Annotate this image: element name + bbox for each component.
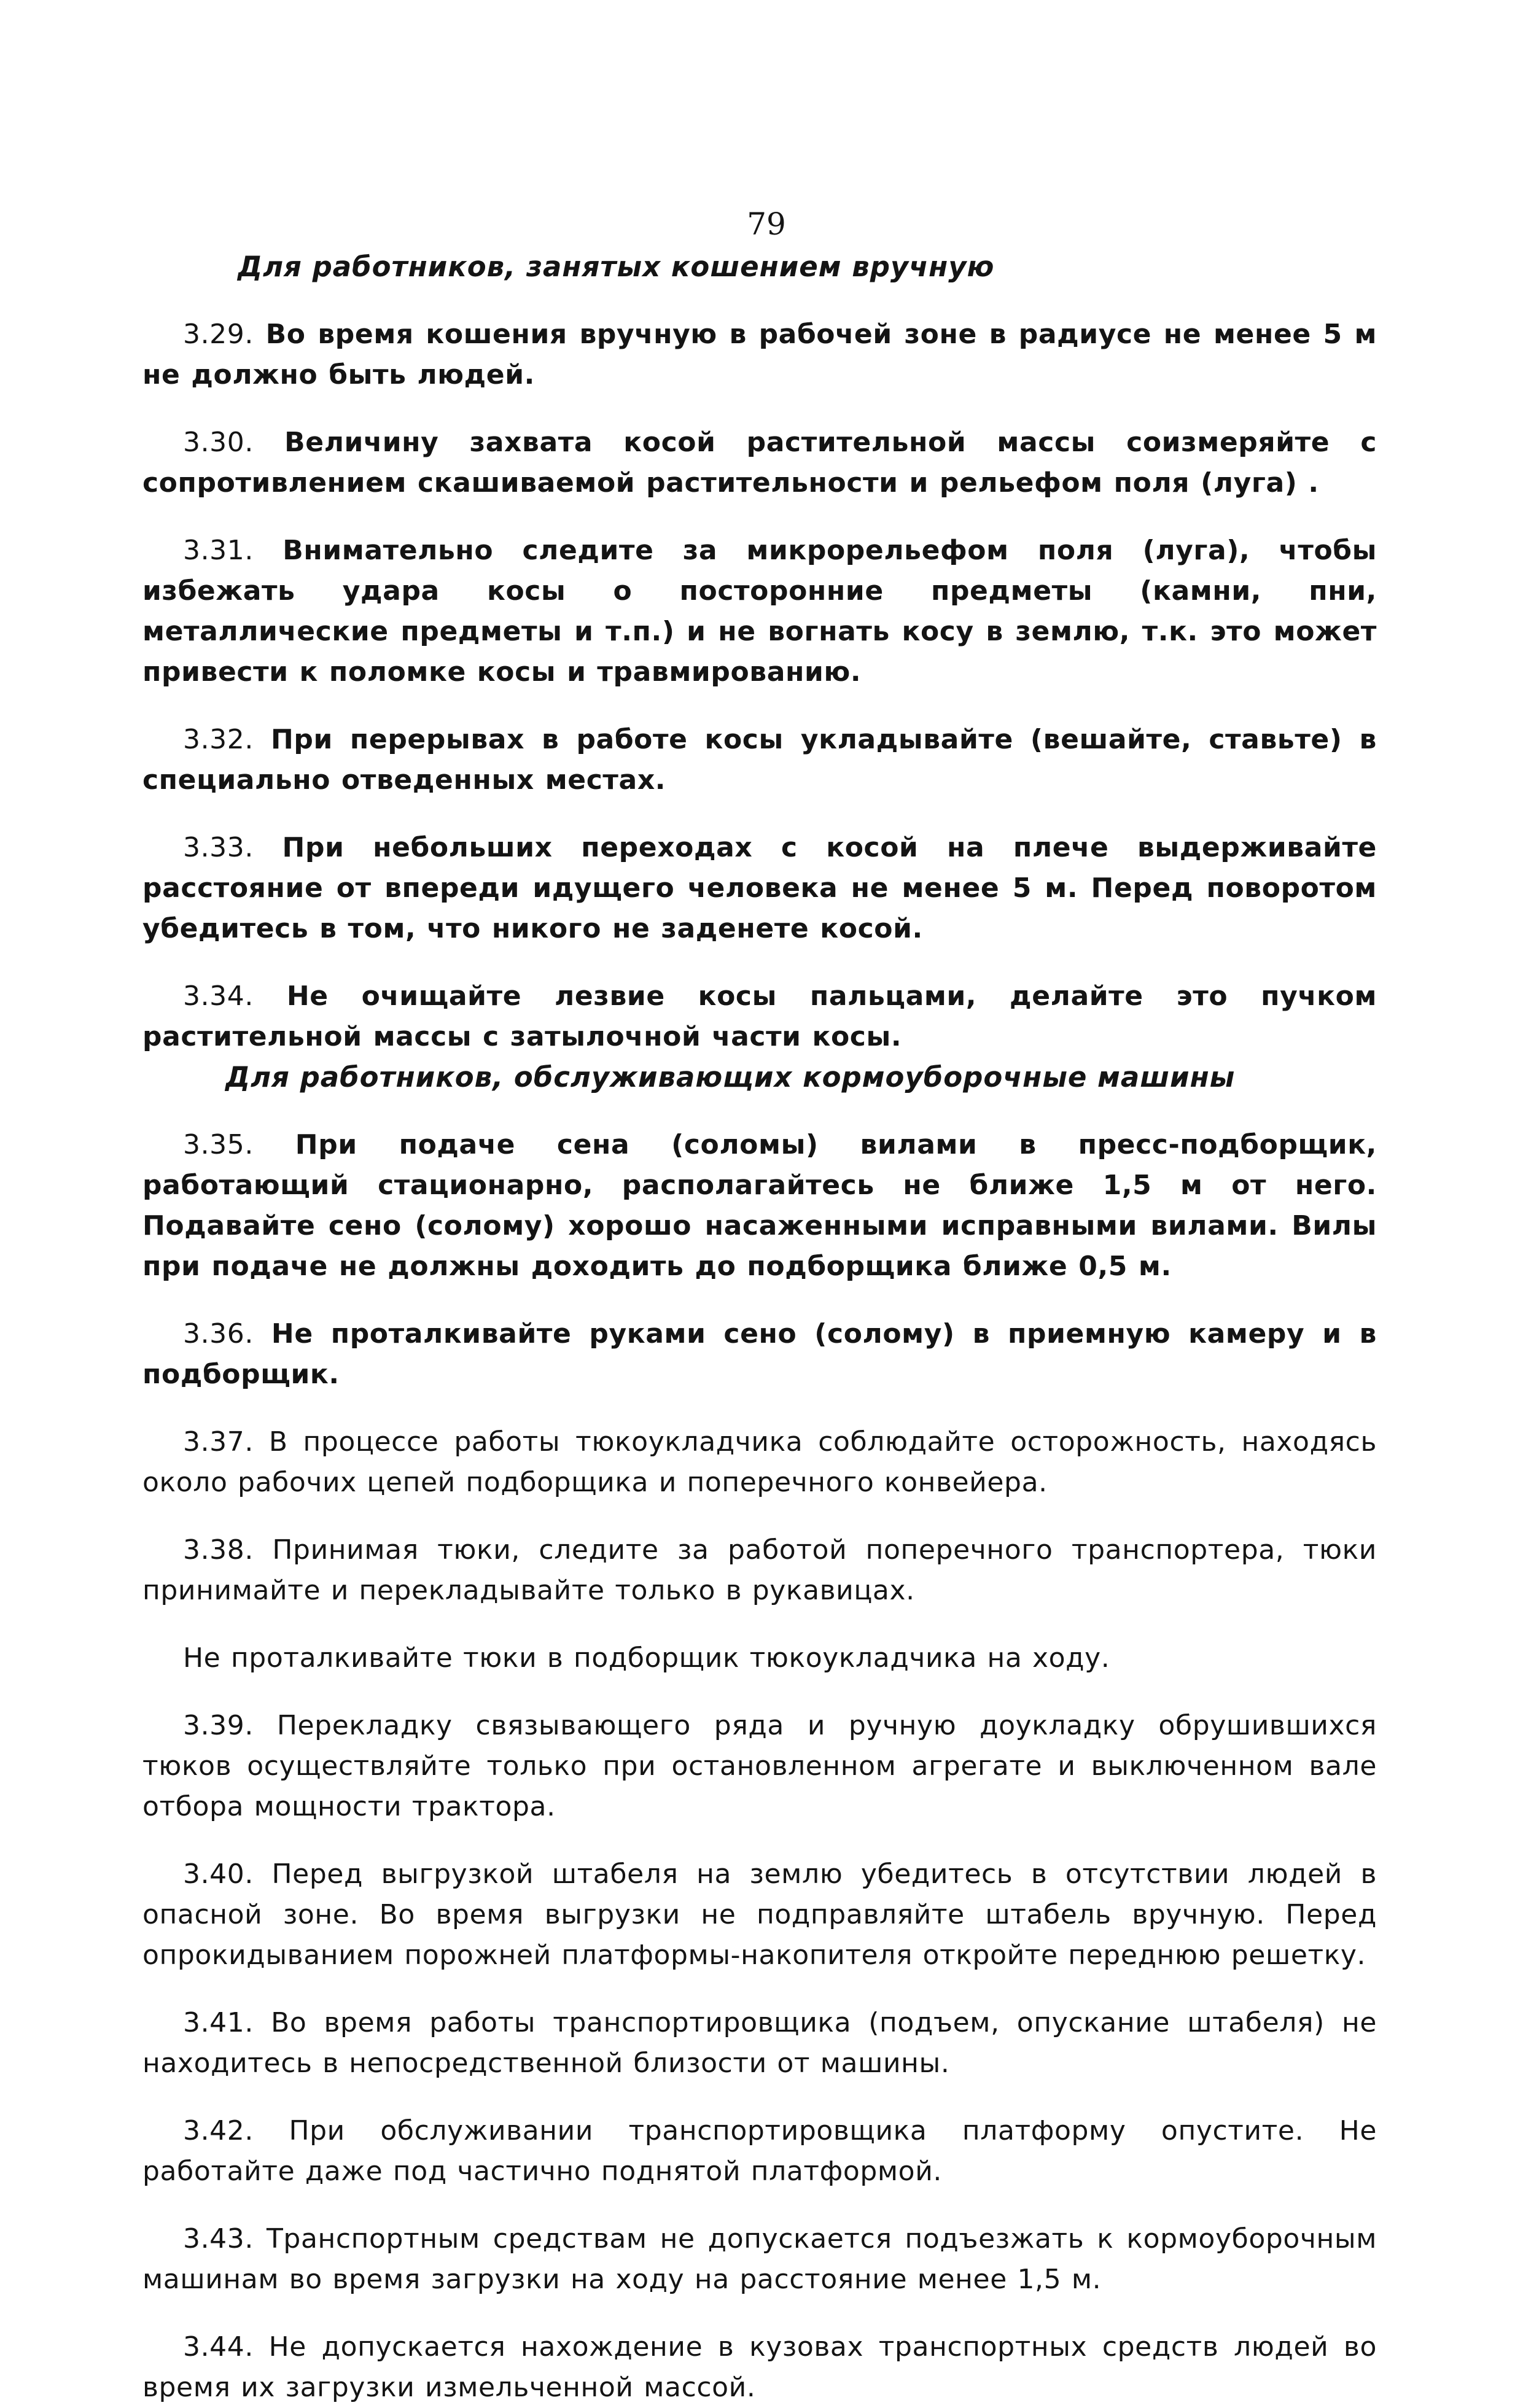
paragraph-text: Во время работы транспортировщика (подъем, опускание штабеля) не находитесь в непосредственной близости от машины. xyxy=(142,2007,1377,2079)
paragraph-3-37 xyxy=(142,1422,1377,1503)
paragraph-text: Принимая тюки, следите за работой поперечного транспортера, тюки принимайте и перекладывайте только в рукавицах. xyxy=(142,1534,1377,1606)
paragraph-text: Внимательно следите за микрорельефом поля (луга), чтобы избежать удара косы о посторонние предметы (камни, пни, металлические предметы и т.п.) и не вогнать косу в землю, т.к. это может привести к поломке косы и травмированию. xyxy=(142,535,1377,688)
paragraph-number: 3.29. xyxy=(183,319,254,350)
paragraph-text: Транспортным средствам не допускается подъезжать к кормоуборочным машинам во время загрузки на ходу на расстояние менее 1,5 м. xyxy=(142,2223,1377,2295)
paragraph-number: 3.44. xyxy=(183,2331,254,2363)
paragraph-number: 3.30. xyxy=(183,427,254,458)
paragraph-text: Не проталкивайте тюки в подборщик тюкоукладчика на ходу. xyxy=(183,1642,1110,1674)
paragraph-number: 3.31. xyxy=(183,535,254,566)
paragraph-text: При подаче сена (соломы) вилами в пресс-подборщик, работающий стационарно, располагайтесь не ближе 1,5 м от него. Подавайте сено (солому) хорошо насаженными исправными вилами. Вилы при подаче не должны доходить до подборщика ближе 0,5 м. xyxy=(142,1129,1377,1282)
paragraph-3-38-continued xyxy=(142,1638,1377,1679)
paragraph-text: Во время кошения вручную в рабочей зоне в радиусе не менее 5 м не должно быть людей. xyxy=(142,319,1377,390)
paragraph-number: 3.42. xyxy=(183,2115,254,2146)
paragraph-number: 3.37. xyxy=(183,1426,254,1458)
paragraph-text: Не допускается нахождение в кузовах транспортных средств людей во время их загрузки измельченной массой. xyxy=(142,2331,1377,2403)
paragraph-text: Перекладку связывающего ряда и ручную доукладку обрушившихся тюков осуществляйте только при остановленном агрегате и выключенном вале отбора мощности трактора. xyxy=(142,1710,1377,1822)
paragraph-text: Перед выгрузкой штабеля на землю убедитесь в отсутствии людей в опасной зоне. Во время выгрузки не подправляйте штабель вручную. Перед опрокидыванием порожней платформы-накопителя откройте переднюю решетку. xyxy=(142,1858,1377,1971)
paragraph-3-38 xyxy=(142,1530,1377,1611)
paragraph-3-36 xyxy=(142,1314,1377,1395)
paragraph-text: При перерывах в работе косы укладывайте (вешайте, ставьте) в специально отведенных местах. xyxy=(142,724,1377,796)
paragraph-number: 3.43. xyxy=(183,2223,254,2255)
paragraph-number: 3.41. xyxy=(183,2007,254,2038)
paragraph-3-30 xyxy=(142,422,1377,503)
page-content xyxy=(142,203,1377,2408)
paragraph-3-42 xyxy=(142,2111,1377,2192)
paragraph-number: 3.40. xyxy=(183,1858,254,1890)
paragraph-number: 3.36. xyxy=(183,1318,254,1350)
paragraph-number: 3.34. xyxy=(183,981,254,1012)
paragraph-3-34 xyxy=(142,976,1377,1057)
paragraph-text: При небольших переходах с косой на плече выдерживайте расстояние от впереди идущего человека не менее 5 м. Перед поворотом убедитесь в том, что никого не заденете косой. xyxy=(142,832,1377,944)
paragraph-3-44 xyxy=(142,2327,1377,2408)
paragraph-text: Не очищайте лезвие косы пальцами, делайте это пучком растительной массы с затылочной части косы. xyxy=(142,981,1377,1052)
paragraph-text: В процессе работы тюкоукладчика соблюдайте осторожность, находясь около рабочих цепей подборщика и поперечного конвейера. xyxy=(142,1426,1377,1498)
paragraph-number: 3.33. xyxy=(183,832,254,863)
paragraph-3-29 xyxy=(142,314,1377,395)
section-heading-manual-mowing: Для работников, занятых кошением вручную xyxy=(238,251,995,283)
paragraph-text: Не проталкивайте руками сено (солому) в приемную камеру и в подборщик. xyxy=(142,1318,1377,1390)
paragraph-3-32 xyxy=(142,720,1377,801)
section-heading-forage-machines: Для работников, обслуживающих кормоуборочные машины xyxy=(225,1061,1236,1093)
page-number: 79 xyxy=(747,206,786,242)
paragraph-number: 3.38. xyxy=(183,1534,254,1566)
paragraph-3-39 xyxy=(142,1706,1377,1827)
paragraph-3-40 xyxy=(142,1854,1377,1976)
paragraph-text: При обслуживании транспортировщика платформу опустите. Не работайте даже под частично поднятой платформой. xyxy=(142,2115,1377,2187)
paragraph-3-35 xyxy=(142,1125,1377,1287)
paragraph-text: Величину захвата косой растительной массы соизмеряйте с сопротивлением скашиваемой растительности и рельефом поля (луга) . xyxy=(142,427,1377,499)
paragraph-number: 3.35. xyxy=(183,1129,254,1160)
paragraph-3-41 xyxy=(142,2003,1377,2084)
paragraph-3-33 xyxy=(142,828,1377,949)
paragraph-number: 3.32. xyxy=(183,724,254,755)
paragraph-3-31 xyxy=(142,530,1377,693)
paragraph-3-43 xyxy=(142,2219,1377,2300)
paragraph-number: 3.39. xyxy=(183,1710,254,1741)
